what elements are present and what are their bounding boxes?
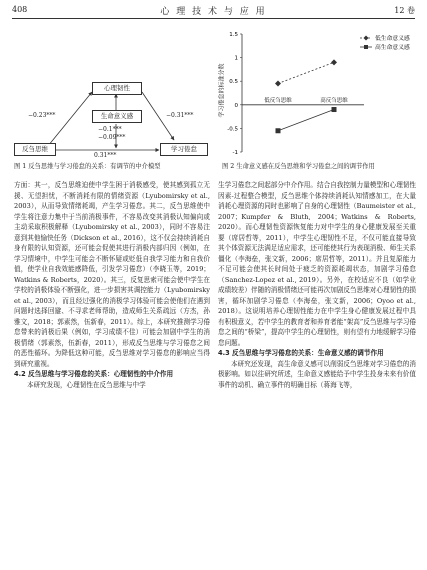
header-rule — [12, 18, 415, 19]
coef-rumination-burnout: 0.31*** — [94, 152, 117, 159]
right-paragraph-2: 本研究还发现，高生命意义感可以削弱反刍思维对学习倦怠的消极影响。如以往研究所述，生命意义感能给予中学生投身未来有价值事件的动机、确立事件的明确目标（蒋海飞等， — [218, 359, 416, 389]
box-rumination: 反刍思维 — [14, 143, 56, 156]
series-line — [278, 62, 334, 83]
journal-title: 心 理 技 术 与 应 用 — [160, 7, 267, 17]
data-point — [332, 107, 337, 112]
right-paragraph-1: 生学习倦怠之间起部分中介作用。结合自我控制力量模型和心理韧性因素-过程整合模型，反刍思维个体持续消耗认知情感加工，在大量消耗心理资源的同时也影响了自身的心理韧性（Baumeister et al., 2007；Kumpfer & Bluth, 2004；Watkins & Roberts, 2020）。而心理韧性资源恢复能力对中学生的身心健康发展至关重要（席居哲等，2011），中学生心理韧性不足，不仅可能直接导致其个体资源无法满足适应需求，还可能使其行为表现消极、师生关系僵化（李海垒，张文新，2006；席居哲等，2011）。并且复原能力不足可能会使其长时间处于疲乏的资源耗竭状态，加剧学习倦怠（Sanchez-Lopez et al., 2019）。另外，在校适应不良（如学业成绩较差）伴随的消极情绪还可能再次加剧反刍思维对心理韧性的损害，循环加剧学习倦怠（李海垒，张文新，2006；Oyoo et al., 2018）。这说明培养心理韧性能力在中学生身心健康发展过程中具有积极意义，若中学生的教育者和养育者能“架高”反刍思维与学习倦怠之间的“桥梁”，提高中学生的心理韧性，则有望有力地缓解学习倦怠问题。 — [218, 181, 416, 347]
figure-2-svg — [218, 26, 418, 161]
y-tick-label: 1 — [234, 55, 238, 62]
figure-2-caption: 图 2 生命意义感在反刍思维和学习倦怠之间的调节作用 — [222, 163, 375, 170]
data-point — [331, 59, 337, 65]
section-heading-4-3: 4.3 反刍思维与学习倦怠的关系：生命意义感的调节作用 — [218, 349, 384, 357]
figure-2-chart — [218, 26, 418, 161]
left-paragraph-1: 方面：其一，反刍思维迫使中学生困于消极感受，使其感到孤立无援、无望担忧，不断消耗有限的情绪资源（Lyubomirsky et al., 2003），从而导致情绪耗竭，产生学习倦怠。其二，反刍思维使中学生将注意力集中于当前消极事件，不容易改变其消极认知偏向或主动采取积极解释（Lyubomirsky et al., 2003），同时不容易注意到其他愉快任务（Dickson et al., 2016），这不仅会持续消耗自身有限的认知资源，还可能会促使其进行消极内部归因（例如，在学习情境中，中学生可能会不断怀疑或贬低自我学习能力和自我价值，使学业自我效能感降低，引发学习倦怠）（李晓玉等，2019；Watkins & Roberts，2020）。其三，反复思索可能会使中学生在学校的消极体验不断强化，进一步损害其调控能力（Lyubomirsky et al., 2003），而且经过强化的消极学习体验可能会使他们在遇到问题时选择回避、不寻求老师帮助，造成师生关系疏远（方杰，孙雅文，2018；郭素然，伍新春，2011）。综上，本研究推测学习倦怠带来的消极后果（例如，学习成绩不佳）可能会加剧中学生的消极情绪（郭素然，伍新春，2011），形成反刍思维与学习倦怠之间的恶性循环。为降低这种可能，反刍思维对学习倦怠的影响应当得到研究重视。 — [14, 181, 210, 368]
legend-label: 高生命意义感 — [375, 45, 410, 51]
figure-2-ylabel: 学习倦怠的标准分数 — [218, 63, 226, 118]
volume-label: 12 卷 — [394, 6, 415, 15]
data-point — [276, 128, 281, 133]
left-column — [14, 180, 210, 390]
x-category-label: 高反刍思维 — [320, 97, 348, 104]
series-line — [278, 110, 334, 131]
figure-1-diagram — [14, 78, 210, 160]
legend-marker — [364, 36, 369, 41]
data-point — [275, 81, 281, 87]
page-number: 408 — [12, 5, 28, 14]
y-tick-label: 0 — [234, 102, 238, 109]
figure-1-caption: 图 1 反刍思维与学习倦怠的关系：有调节的中介模型 — [14, 163, 161, 170]
coef-meaning-moderation: −0.09*** — [98, 134, 126, 141]
y-tick-label: 1.5 — [229, 32, 238, 38]
x-category-label: 低反刍思维 — [264, 97, 292, 104]
section-heading-4-2: 4.2 反刍思维与学习倦怠的关系：心理韧性的中介作用 — [14, 370, 174, 378]
left-paragraph-2: 本研究发现，心理韧性在反刍思维与中学 — [27, 380, 146, 389]
box-learning-burnout: 学习倦怠 — [160, 143, 208, 156]
legend-marker — [364, 45, 368, 49]
coef-meaning-moderation-2: −0.1*** — [98, 126, 122, 133]
coef-rumination-resilience: −0.23*** — [28, 112, 56, 119]
y-tick-label: 0.5 — [229, 79, 238, 86]
running-header — [0, 0, 427, 22]
coef-resilience-burnout: −0.31*** — [166, 112, 194, 119]
right-column — [218, 180, 416, 390]
y-tick-label: -0.5 — [227, 126, 238, 133]
box-meaning-in-life: 生命意义感 — [92, 110, 142, 123]
legend-label: 低生命意义感 — [375, 36, 410, 42]
box-resilience: 心理韧性 — [92, 82, 142, 95]
y-tick-label: -1 — [232, 150, 238, 156]
